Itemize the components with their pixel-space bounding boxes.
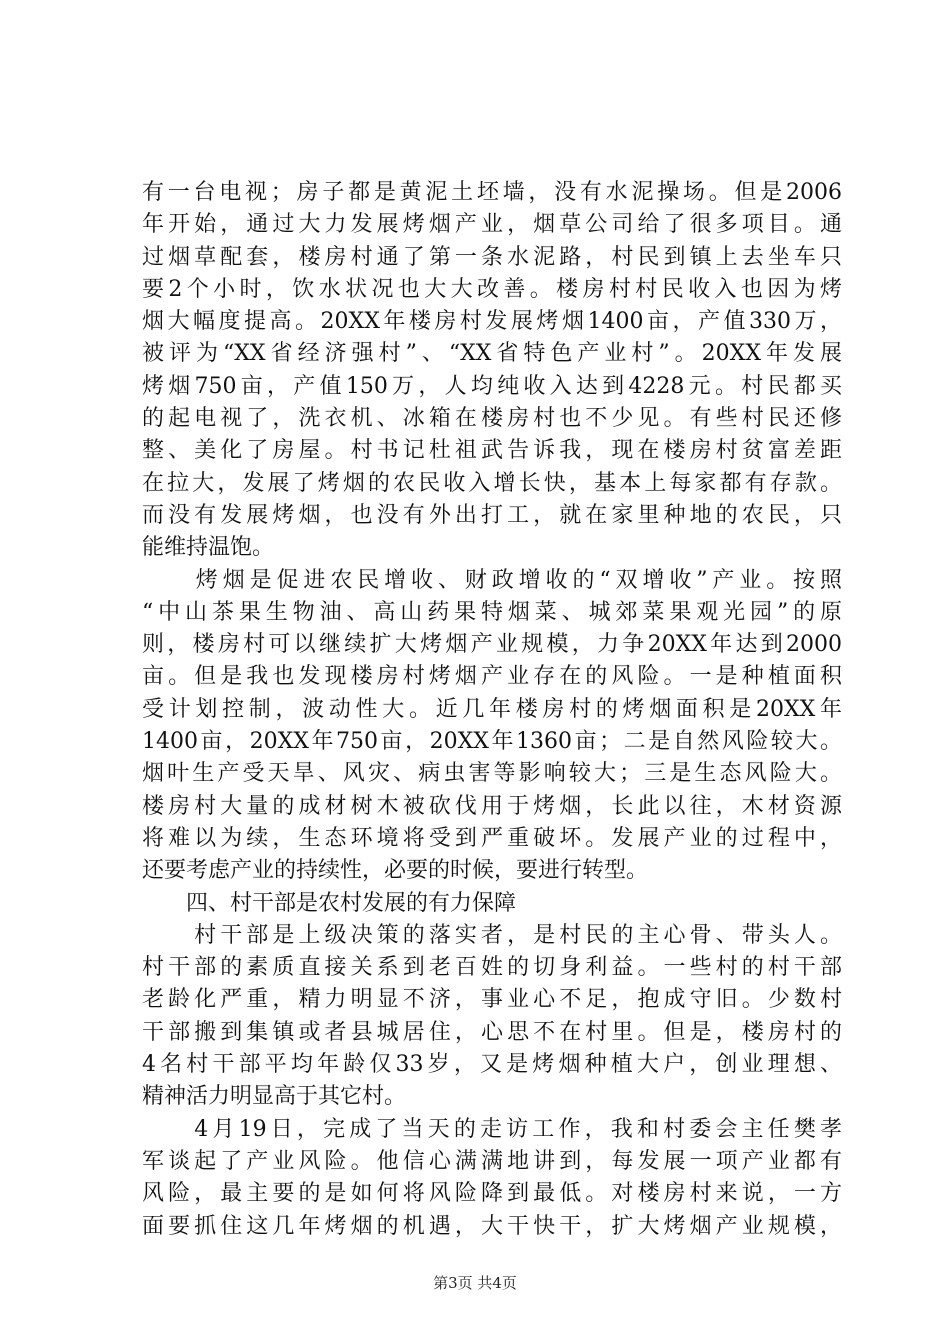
section-heading: 四、村干部是农村发展的有力保障 <box>142 890 517 916</box>
text-line: 4月19日，完成了当天的走访工作，我和村委会主任樊孝 <box>142 1116 842 1142</box>
text-line: 还要考虑产业的持续性，必要的时候，要进行转型。 <box>142 858 649 884</box>
text-line: 有一台电视；房子都是黄泥土坯墙，没有水泥操场。但是2006 <box>142 180 842 205</box>
text-line: 1400亩，20XX年750亩，20XX年1360亩；二是自然风险较大。 <box>142 729 842 755</box>
text-line: 能维持温饱。 <box>142 535 275 561</box>
text-line: “中山茶果生物油、高山药果特烟菜、城郊菜果观光园”的原 <box>142 599 842 625</box>
text-line: 面要抓住这几年烤烟的机遇，大干快干，扩大烤烟产业规模， <box>142 1213 842 1239</box>
text-line: 受计划控制，波动性大。近几年楼房村的烤烟面积是20XX年 <box>142 696 842 722</box>
text-line: 将难以为续，生态环境将受到严重破坏。发展产业的过程中， <box>142 825 842 851</box>
text-line: 干部搬到集镇或者县城居住，心思不在村里。但是，楼房村的 <box>142 1019 842 1045</box>
text-line: 年开始，通过大力发展烤烟产业，烟草公司给了很多项目。通 <box>142 212 842 238</box>
text-line: 被评为“XX省经济强村”、“XX省特色产业村”。20XX年发展 <box>142 341 842 367</box>
text-line: 楼房村大量的成材树木被砍伐用于烤烟，长此以往，木材资源 <box>142 793 842 819</box>
text-line: 4名村干部平均年龄仅33岁，又是烤烟种植大户，创业理想、 <box>142 1052 842 1078</box>
text-line: 军谈起了产业风险。他信心满满地讲到，每发展一项产业都有 <box>142 1148 842 1174</box>
text-line: 烤烟750亩，产值150万，人均纯收入达到4228元。村民都买 <box>142 373 842 399</box>
text-line: 老龄化严重，精力明显不济，事业心不足，抱成守旧。少数村 <box>142 987 842 1013</box>
text-line: 要2个小时，饮水状况也大大改善。楼房村村民收入也因为烤 <box>142 276 842 302</box>
page-footer: 第3页 共4页 <box>433 1274 517 1292</box>
body-text <box>142 177 842 1243</box>
text-line: 风险，最主要的是如何将风险降到最低。对楼房村来说，一方 <box>142 1181 842 1207</box>
text-line: 过烟草配套，楼房村通了第一条水泥路，村民到镇上去坐车只 <box>142 244 842 270</box>
text-line: 烤烟是促进农民增收、财政增收的“双增收”产业。按照 <box>142 567 842 593</box>
text-line: 的起电视了，洗衣机、冰箱在楼房村也不少见。有些村民还修 <box>142 406 842 432</box>
text-line: 在拉大，发展了烤烟的农民收入增长快，基本上每家都有存款。 <box>142 470 842 496</box>
text-line: 村干部是上级决策的落实者，是村民的主心骨、带头人。 <box>142 922 842 948</box>
text-line: 烟叶生产受天旱、风灾、病虫害等影响较大；三是生态风险大。 <box>142 761 842 787</box>
text-line: 而没有发展烤烟，也没有外出打工，就在家里种地的农民，只 <box>142 502 842 528</box>
text-line: 精神活力明显高于其它村。 <box>142 1084 407 1110</box>
text-line: 烟大幅度提高。20XX年楼房村发展烤烟1400亩，产值330万， <box>142 309 842 335</box>
text-line: 亩。但是我也发现楼房村烤烟产业存在的风险。一是种植面积 <box>142 664 842 690</box>
text-line: 整、美化了房屋。村书记杜祖武告诉我，现在楼房村贫富差距 <box>142 438 842 464</box>
text-line: 则，楼房村可以继续扩大烤烟产业规模，力争20XX年达到2000 <box>142 632 842 658</box>
text-line: 村干部的素质直接关系到老百姓的切身利益。一些村的村干部 <box>142 955 842 981</box>
